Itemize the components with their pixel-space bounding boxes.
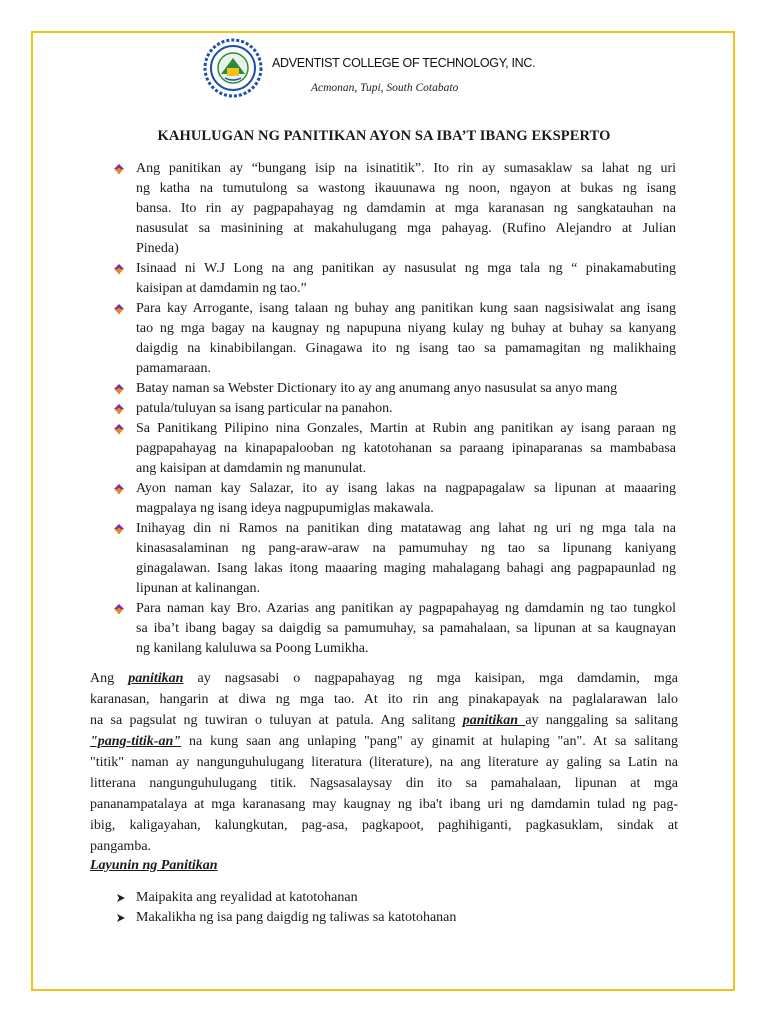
keyword-panitikan: panitikan <box>462 713 526 728</box>
paragraph-text: Ang <box>90 671 129 686</box>
college-address: Acmonan, Tupi, South Cotabato <box>311 82 459 94</box>
list-item <box>0 599 768 659</box>
arrow-bullet-icon <box>113 403 125 415</box>
list-item-line: ang kaisipan at damdamin ng manunulat. <box>136 461 367 476</box>
goals-list <box>0 888 768 928</box>
paragraph-line: pananampatalaya at mga karanasang may kaugnay ng iba't ibang uri ng damdamin tulad ng pag- <box>90 797 678 812</box>
list-item-line: sa iba’t ibang bagay sa daigdig sa pamumuhay, sa pamahalaan, sa lipunan at sa kaugnayan <box>136 621 676 636</box>
list-item-line: kinasasalaminan ng pang-araw-araw na pamumuhay ng tao sa lipunang kaniyang <box>136 541 676 556</box>
paragraph-line <box>90 710 678 731</box>
list-item-line: Ayon naman kay Salazar, ito ay isang lakas na nagpapagalaw sa lipunan at maaaring <box>136 481 676 496</box>
paragraph-line <box>90 668 678 689</box>
arrow-bullet-icon <box>113 603 125 615</box>
paragraph-text: na kung saan ang unlaping "pang" ay ginamit at hulaping "an". At sa salitang <box>181 734 678 749</box>
list-item-line: lipunan at kalinangan. <box>136 581 261 596</box>
list-item-line: Inihayag din ni Ramos na panitikan ding matatawag ang lahat ng uri ng mga tala na <box>136 521 676 536</box>
college-seal-icon <box>203 38 263 98</box>
document-title: KAHULUGAN NG PANITIKAN AYON SA IBA’T IBANG EKSPERTO <box>157 128 611 144</box>
list-item <box>0 908 768 928</box>
list-item <box>0 299 768 379</box>
arrow-bullet-icon <box>113 383 125 395</box>
list-item-line: patula/tuluyan sa isang particular na panahon. <box>136 401 393 416</box>
keyword-pang-titik-an: "pang-titik-an" <box>90 734 181 749</box>
paragraph-text: ay nagsasabi o nagpapahayag ng mga kaisipan, mga damdamin, mga <box>183 671 678 686</box>
list-item <box>0 379 768 399</box>
paragraph-line: ibig, kaligayahan, kalungkutan, pag-asa, pagkapoot, paghihiganti, pagkasuklam, sindak at <box>90 818 678 833</box>
definitions-list <box>0 159 768 659</box>
list-item-line: pamamaraan. <box>136 361 212 376</box>
list-item-line: daigdig na kinabibilangan. Ginagawa ito ng isang tao sa pamamagitan ng malikhaing <box>136 341 676 356</box>
list-item-line: ng katha na tumutulong sa wastong ikauunawa ng noon, ngayon at bukas ng isang <box>136 181 676 196</box>
list-item-line: Ang panitikan ay “bungang isip na isinatitik”. Ito rin ay sumasaklaw sa lahat ng uri <box>136 161 676 176</box>
goal-text: Maipakita ang reyalidad at katotohanan <box>136 890 358 905</box>
paragraph-line: litterana nangunguhulugang titik. Nagsasalaysay din ito sa pamahalaan, lipunan at mga <box>90 776 678 791</box>
list-item-line: magpalaya ng isang ideya nagpupumiglas makawala. <box>136 501 434 516</box>
list-item-line: Batay naman sa Webster Dictionary ito ay ang anumang anyo nasusulat sa anyo mang <box>136 381 618 396</box>
section-title-layunin: Layunin ng Panitikan <box>90 858 218 873</box>
list-item-line: Para kay Arrogante, isang talaan ng buhay ang panitikan kung saan nagsisiwalat ang isang <box>136 301 676 316</box>
list-item-line: Para naman kay Bro. Azarias ang panitikan ay pagpapahayag ng damdamin ng tao tungkol <box>136 601 676 616</box>
list-item-line: Pineda) <box>136 241 179 256</box>
arrowhead-bullet-icon <box>116 913 126 923</box>
list-item-line: ng kanilang kaluluwa sa Poong Lumikha. <box>136 641 369 656</box>
list-item <box>0 519 768 599</box>
arrow-bullet-icon <box>113 423 125 435</box>
list-item-line: kaisipan at damdamin ng tao.” <box>136 281 307 296</box>
list-item-line: tao ng mga bagay na kaugnay ng napupuna niyang kulay ng buhay at buhay sa kanyang <box>136 321 676 336</box>
arrow-bullet-icon <box>113 303 125 315</box>
paragraph-text: na sa pagsulat ng tuwiran o tuluyan at patula. Ang salitang <box>90 713 463 728</box>
paragraph-line: "titik" naman ay nangunguhulugang literatura (literature), na ang literature ay galing sa Latin na <box>90 755 678 770</box>
list-item <box>0 259 768 299</box>
paragraph-line <box>90 731 678 752</box>
arrow-bullet-icon <box>113 163 125 175</box>
arrow-bullet-icon <box>113 523 125 535</box>
goal-text: Makalikha ng isa pang daigdig ng taliwas sa katotohanan <box>136 910 457 925</box>
list-item-line: Sa Panitikang Pilipino nina Gonzales, Martin at Rubin ang panitikan ay isang paraan ng <box>136 421 676 436</box>
arrowhead-bullet-icon <box>116 893 126 903</box>
list-item-line: bansa. Ito rin ay pagpapahayag ng damdamin at mga karanasan ng sangkatauhan na <box>136 201 676 216</box>
list-item-line: nasusulat sa masinining at makahulugang mga pahayag. (Rufino Alejandro at Julian <box>136 221 676 236</box>
list-item <box>0 479 768 519</box>
list-item <box>0 399 768 419</box>
list-item <box>0 888 768 908</box>
list-item-line: Isinaad ni W.J Long na ang panitikan ay nasusulat ng mga tala ng “ pinakamabuting <box>136 261 676 276</box>
list-item-line: ginagalawan. Isang lakas itong maaaring maging mahalagang bahagi ang pagpapaunlad ng <box>136 561 676 576</box>
list-item-line: pagpapahayag na kinapapalooban ng katotohanan sa paraang ipinaparanas sa mambabasa <box>136 441 676 456</box>
paragraph-text: ay nanggaling sa salitang <box>525 713 678 728</box>
paragraph-line: pangamba. <box>90 839 152 854</box>
list-item <box>0 159 768 259</box>
college-name: ADVENTIST COLLEGE OF TECHNOLOGY, INC. <box>272 56 536 70</box>
arrow-bullet-icon <box>113 483 125 495</box>
keyword-panitikan: panitikan <box>128 671 184 686</box>
list-item <box>0 419 768 479</box>
body-paragraph <box>90 668 678 857</box>
document-header <box>0 0 768 110</box>
arrow-bullet-icon <box>113 263 125 275</box>
paragraph-line: karanasan, hangarin at diwa ng mga tao. At ito rin ang pinakapayak na paglalarawan lalo <box>90 692 678 707</box>
